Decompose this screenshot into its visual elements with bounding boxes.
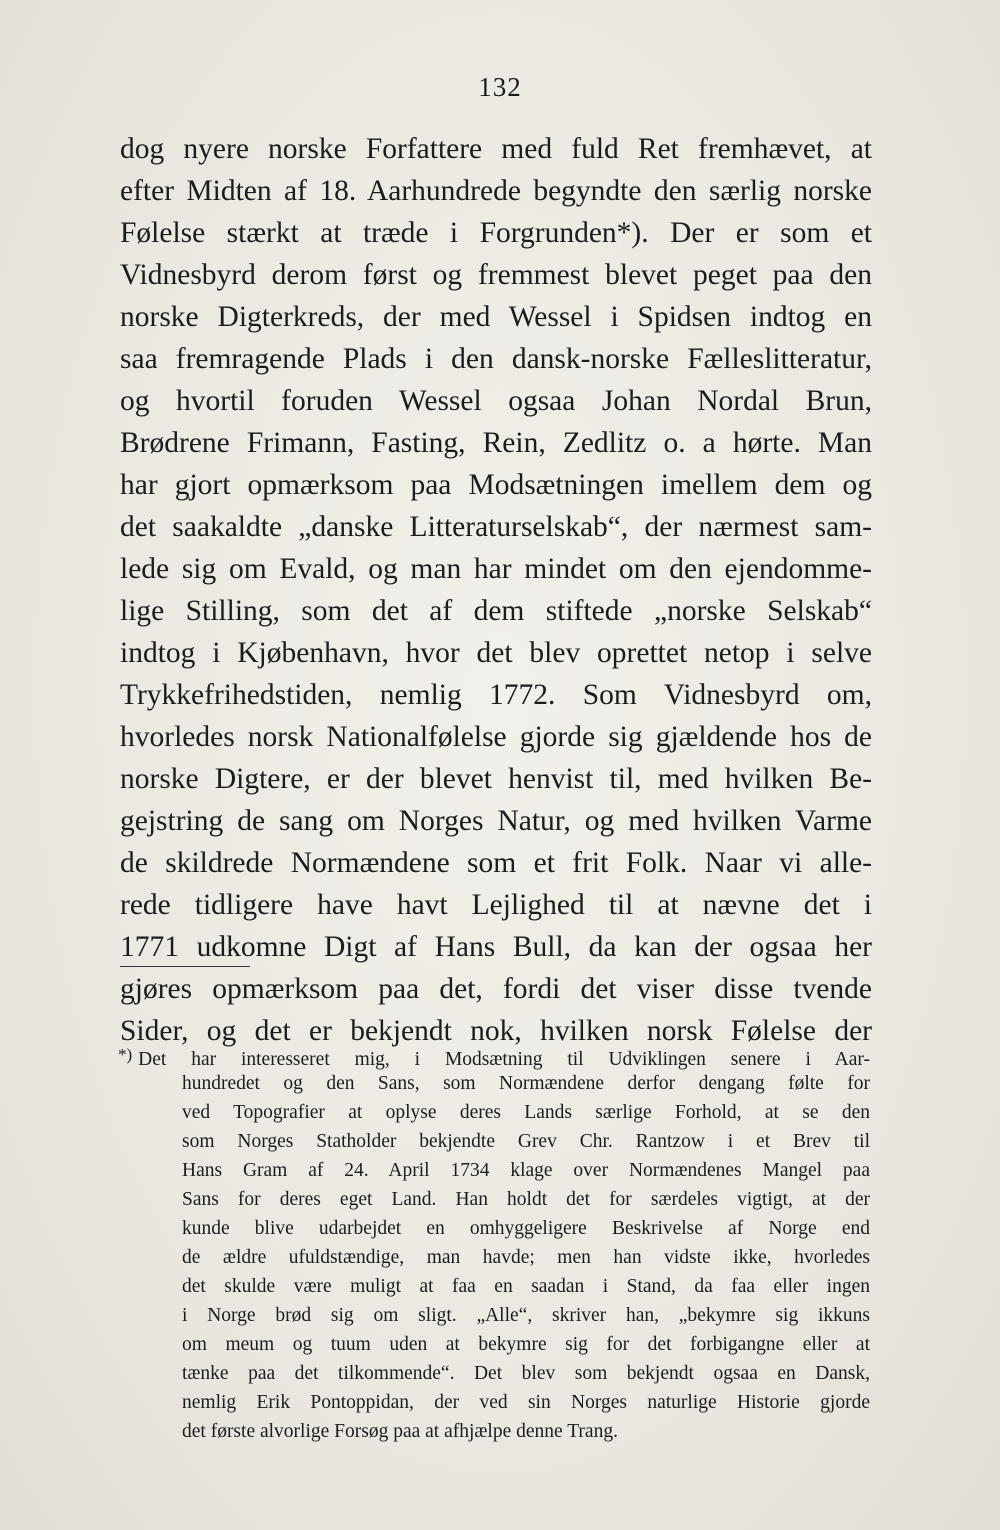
footnote-line: kunde blive udarbejdet en omhyggeligere Beskrivelse af Norge end bbox=[182, 1218, 870, 1239]
footnote-line: hundredet og den Sans, som Normændene derfor dengang følte for bbox=[182, 1073, 870, 1094]
page-number: 132 bbox=[478, 72, 522, 102]
footnote-line: om meum og tuum uden at bekymre sig for det forbigangne eller at bbox=[182, 1334, 870, 1355]
footnote-line: som Norges Statholder bekjendte Grev Chr. Rantzow i et Brev til bbox=[182, 1131, 870, 1152]
text-line: det saakaldte „danske Litteraturselskab“, der nærmest sam- bbox=[120, 511, 872, 543]
text-line: hvorledes norsk Nationalfølelse gjorde sig gjældende hos de bbox=[120, 721, 872, 753]
text-line: lige Stilling, som det af dem stiftede „norske Selskab“ bbox=[120, 595, 872, 627]
footnote-line: tænke paa det tilkommende“. Det blev som bekjendt ogsaa en Dansk, bbox=[182, 1363, 870, 1384]
text-line: saa fremragende Plads i den dansk-norske Fælleslitteratur, bbox=[120, 343, 872, 375]
text-line: Følelse stærkt at træde i Forgrunden*). Der er som et bbox=[120, 217, 872, 249]
text-line: gejstring de sang om Norges Natur, og med hvilken Varme bbox=[120, 805, 872, 837]
footnote-line: det første alvorlige Forsøg paa at afhjælpe denne Trang. bbox=[182, 1421, 618, 1442]
text-line: norske Digtere, er der blevet henvist til, med hvilken Be- bbox=[120, 763, 872, 795]
footnote bbox=[118, 1040, 870, 1446]
footnote-line: de ældre ufuldstændige, man havde; men han vidste ikke, hvorledes bbox=[182, 1247, 870, 1268]
text-line: Brødrene Frimann, Fasting, Rein, Zedlitz o. a hørte. Man bbox=[120, 427, 872, 459]
text-line: og hvortil foruden Wessel ogsaa Johan Nordal Brun, bbox=[120, 385, 872, 417]
footnote-line bbox=[118, 1040, 870, 1069]
footnote-line: Sans for deres eget Land. Han holdt det for særdeles vigtigt, at der bbox=[182, 1189, 870, 1210]
footnote-line: det skulde være muligt at faa en saadan i Stand, da faa eller ingen bbox=[182, 1276, 870, 1297]
footnote-marker: *) bbox=[118, 1045, 133, 1064]
text-line: 1771 udkomne Digt af Hans Bull, da kan der ogsaa her bbox=[120, 931, 872, 963]
text-line: lede sig om Evald, og man har mindet om den ejendomme- bbox=[120, 553, 872, 585]
text-line: indtog i Kjøbenhavn, hvor det blev oprettet netop i selve bbox=[120, 637, 872, 669]
body-text bbox=[120, 128, 872, 1052]
footnote-line: ved Topografier at oplyse deres Lands særlige Forhold, at se den bbox=[182, 1102, 870, 1123]
text-line: dog nyere norske Forfattere med fuld Ret fremhævet, at bbox=[120, 133, 872, 165]
text-line: gjøres opmærksom paa det, fordi det viser disse tvende bbox=[120, 973, 872, 1005]
text-line: har gjort opmærksom paa Modsætningen imellem dem og bbox=[120, 469, 872, 501]
text-line: rede tidligere have havt Lejlighed til at nævne det i bbox=[120, 889, 872, 921]
text-line: efter Midten af 18. Aarhundrede begyndte den særlig norske bbox=[120, 175, 872, 207]
footnote-line: i Norge brød sig om sligt. „Alle“, skriver han, „bekymre sig ikkuns bbox=[182, 1305, 870, 1326]
text-line: Vidnesbyrd derom først og fremmest blevet peget paa den bbox=[120, 259, 872, 291]
footnote-separator bbox=[120, 966, 250, 967]
text-line: Trykkefrihedstiden, nemlig 1772. Som Vidnesbyrd om, bbox=[120, 679, 872, 711]
footnote-line-text: Det har interesseret mig, i Modsætning til Udviklingen senere i Aar- bbox=[138, 1049, 870, 1070]
footnote-line: nemlig Erik Pontoppidan, der ved sin Norges naturlige Historie gjorde bbox=[182, 1392, 870, 1413]
text-line: de skildrede Normændene som et frit Folk. Naar vi alle- bbox=[120, 847, 872, 879]
text-line: Sider, og det er bekjendt nok, hvilken norsk Følelse der bbox=[120, 1015, 872, 1047]
text-line: norske Digterkreds, der med Wessel i Spidsen indtog en bbox=[120, 301, 872, 333]
footnote-line: Hans Gram af 24. April 1734 klage over Normændenes Mangel paa bbox=[182, 1160, 870, 1181]
